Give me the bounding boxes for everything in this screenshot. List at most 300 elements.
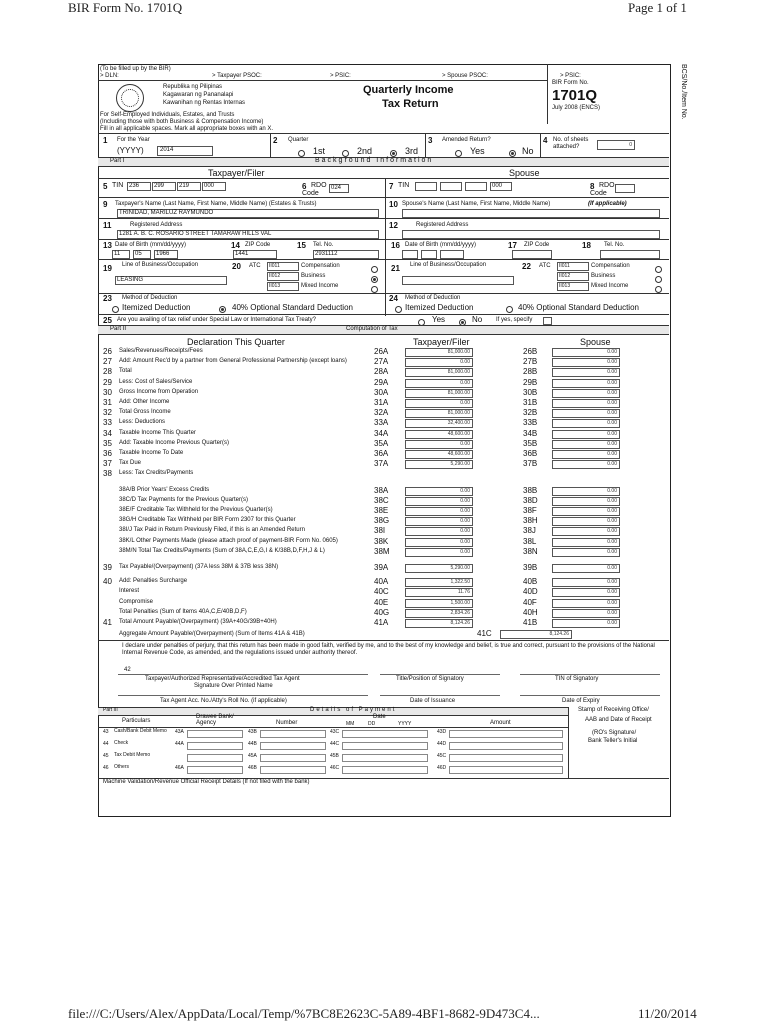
payment-row-number: 44 <box>103 741 109 747</box>
row-value-taxpayer[interactable] <box>405 389 473 398</box>
quarter-2nd-label: 2nd <box>357 146 373 156</box>
row-number: 27 <box>103 357 112 366</box>
spouse-tin-label: TIN <box>398 182 410 189</box>
row-value-taxpayer[interactable] <box>405 399 473 408</box>
print-footer-date: 11/20/2014 <box>638 1006 697 1021</box>
payment-field-code: 46A <box>175 765 184 771</box>
row-number: 33 <box>103 418 112 427</box>
row-label: 38A/B Prior Years' Excess Credits <box>119 487 210 493</box>
row-value-spouse-text: 0.00 <box>607 488 617 494</box>
row-value-spouse[interactable] <box>552 450 620 459</box>
row-label: Interest <box>119 588 140 594</box>
row-code-spouse: 40F <box>523 598 537 607</box>
row-code-spouse: 38L <box>523 537 537 546</box>
payment-field[interactable] <box>342 766 428 774</box>
row-value-spouse[interactable] <box>552 564 620 573</box>
row-value-taxpayer-text: 48,600.00 <box>447 431 470 437</box>
row-code-spouse: 36B <box>523 449 538 458</box>
payment-row-label: Tax Debit Memo <box>114 752 151 758</box>
row-value-spouse[interactable] <box>552 527 620 536</box>
agency-line-3: Kawanihan ng Rentas Internas <box>163 100 246 106</box>
row-value-spouse[interactable] <box>552 348 620 357</box>
row-value-spouse-text: 0.00 <box>607 498 617 504</box>
row-code-taxpayer: 31A <box>374 398 389 407</box>
quarter-2nd-radio[interactable] <box>342 150 349 157</box>
quarter-3rd-label: 3rd <box>405 146 419 156</box>
spouse-name-label: Spouse's Name (Last Name, First Name, Middle Name) <box>402 201 551 207</box>
print-header-page: Page 1 of 1 <box>628 0 687 15</box>
taxpayer-name-field[interactable]: TRINIDAD, MARILUZ RAYMUNDO <box>117 209 379 218</box>
row-code-taxpayer: 37A <box>374 459 389 468</box>
rdo-code-label: Code <box>302 190 319 197</box>
row-value-spouse[interactable] <box>552 409 620 418</box>
row-value-spouse-text: 0.00 <box>607 441 617 447</box>
row-code-taxpayer: 29A <box>374 378 389 387</box>
payment-field[interactable] <box>260 730 326 738</box>
bir-note: (To be filled up by the BIR) <box>100 66 171 72</box>
row-value-spouse-text: 0.00 <box>607 420 617 426</box>
spouse-optional-radio[interactable] <box>506 306 513 313</box>
spouse-tin-field-2[interactable] <box>440 182 462 191</box>
row-value-spouse-text: 0.00 <box>607 461 617 467</box>
row-code-taxpayer: 26A <box>374 347 389 356</box>
payment-field[interactable] <box>342 742 428 750</box>
row-value-spouse[interactable] <box>552 419 620 428</box>
spouse-line-of-business-label: Line of Business/Occupation <box>410 262 487 268</box>
row-code-taxpayer: 32A <box>374 408 389 417</box>
atc-business-radio[interactable] <box>371 276 378 283</box>
row-value-taxpayer[interactable] <box>405 430 473 439</box>
quarter-1st-label: 1st <box>313 146 326 156</box>
spouse-atc-business-label: Business <box>591 273 616 279</box>
payment-field[interactable] <box>187 754 243 762</box>
row-code-spouse: 38F <box>523 506 537 515</box>
spouse-name-field[interactable] <box>402 209 660 218</box>
row-number: 26 <box>103 347 112 356</box>
row-value-spouse[interactable] <box>552 599 620 608</box>
row-value-taxpayer-text: 0.00 <box>460 380 470 386</box>
row-label: 38K/L Other Payments Made (please attach proof of payment-BIR Form No. 0605) <box>119 538 338 544</box>
payment-row-number: 43 <box>103 729 109 735</box>
row-code-spouse: 38H <box>523 516 538 525</box>
part2-title: Computation of Tax <box>346 326 398 332</box>
row-value-spouse[interactable] <box>552 389 620 398</box>
atc-code-2: II012 <box>267 272 299 281</box>
row-value-spouse[interactable] <box>552 440 620 449</box>
row-value-spouse[interactable] <box>552 399 620 408</box>
payment-field[interactable] <box>187 742 243 750</box>
row-value-taxpayer[interactable] <box>405 368 473 377</box>
instruction-3: Fill in all applicable spaces. Mark all appropriate boxes with an X. <box>100 126 274 132</box>
tin-field-4[interactable]: 000 <box>202 182 226 191</box>
row-value-taxpayer[interactable] <box>405 609 473 618</box>
aggregate-label: Aggregate Amount Payable/(Overpayment) (Sum of Items 41A & 41B) <box>119 631 305 637</box>
spouse-atc-label: ATC <box>539 263 551 269</box>
row-value-taxpayer[interactable] <box>405 564 473 573</box>
row-code-spouse: 38D <box>523 496 538 505</box>
spouse-zip-field[interactable] <box>512 250 552 259</box>
row-code-taxpayer: 39A <box>374 563 389 572</box>
row-code-spouse: 30B <box>523 388 538 397</box>
perjury-declaration: I declare under penalties of perjury, that this return has been made in good faith, verified by me, and to the best of my knowledge and belief, is true and correct, pursuant to the provisions of the National Internal Revenue Code, as amended, and the regulations issued under authority thereof. <box>122 643 655 656</box>
payment-field[interactable] <box>449 742 563 750</box>
row-value-taxpayer[interactable] <box>405 588 473 597</box>
spouse-tin-field-4[interactable]: 000 <box>490 182 512 191</box>
row-value-spouse[interactable] <box>552 609 620 618</box>
atc-mixed-radio[interactable] <box>371 286 378 293</box>
dob-day-field[interactable]: 05 <box>133 250 151 259</box>
quarter-1st-radio[interactable] <box>298 150 305 157</box>
amended-no-label: No <box>522 146 534 156</box>
row-value-taxpayer[interactable] <box>405 497 473 506</box>
part3-label: Part III <box>103 707 118 713</box>
row-code-taxpayer: 28A <box>374 367 389 376</box>
signature-item-number: 42 <box>124 667 131 673</box>
print-header-title: BIR Form No. 1701Q <box>68 0 183 15</box>
spouse-atc-mixed-label: Mixed Income <box>591 283 629 289</box>
row-number: 32 <box>103 408 112 417</box>
row-value-taxpayer[interactable] <box>405 409 473 418</box>
form-date: July 2008 (ENCS) <box>552 105 601 111</box>
registered-address-field[interactable]: 1281 A. B. C. ROSARIO STREET TAMARAW HILLS VAL <box>117 230 379 239</box>
payment-field[interactable] <box>187 730 243 738</box>
spouse-rdo-code-label: Code <box>590 190 607 197</box>
tax-relief-no-label: No <box>472 315 483 324</box>
row-value-spouse[interactable] <box>552 578 620 587</box>
aggregate-code: 41C <box>477 629 492 638</box>
aggregate-value-field[interactable]: 8,124.26 <box>500 630 572 639</box>
atc-compensation-radio[interactable] <box>371 266 378 273</box>
amended-yes-radio[interactable] <box>455 150 462 157</box>
spouse-heading: Spouse <box>509 168 540 178</box>
payment-row-number: 46 <box>103 765 109 771</box>
signature-label: Taxpayer/Authorized Representative/Accredited Tax Agent <box>145 676 300 682</box>
row-value-spouse[interactable] <box>552 487 620 496</box>
row-code-spouse: 29B <box>523 378 538 387</box>
optional-deduction-label: 40% Optional Standard Deduction <box>232 303 353 312</box>
taxpayer-column-heading: Taxpayer/Filer <box>413 337 470 347</box>
row-code-spouse: 26B <box>523 347 538 356</box>
row-label: Total Penalties (Sum of Items 40A,C,E/40B,D,F) <box>119 609 247 615</box>
row-number: 29 <box>103 378 112 387</box>
amended-no-radio[interactable] <box>509 150 516 157</box>
row-label: Add: Other Income <box>119 399 170 405</box>
atc-code-3: II013 <box>267 282 299 291</box>
spouse-itemized-radio[interactable] <box>395 306 402 313</box>
form-title-line2: Tax Return <box>382 98 439 110</box>
spouse-tin-field-3[interactable] <box>465 182 487 191</box>
line-of-business-field[interactable]: LEASING <box>115 276 227 285</box>
atc-label: ATC <box>249 263 261 269</box>
row-value-taxpayer-text: 0.00 <box>460 441 470 447</box>
spouse-itemized-label: Itemized Deduction <box>405 303 474 312</box>
optional-deduction-radio[interactable] <box>219 306 226 313</box>
row-number: 41 <box>103 618 112 627</box>
row-label: Add: Penalties Surcharge <box>119 578 188 584</box>
row-value-spouse-text: 0.00 <box>607 620 617 626</box>
row-value-taxpayer[interactable] <box>405 538 473 547</box>
dln-label: > DLN: <box>100 73 119 79</box>
quarter-3rd-radio[interactable] <box>390 150 397 157</box>
row-value-spouse-text: 0.00 <box>607 451 617 457</box>
date-expiry-label: Date of Expiry <box>562 698 600 704</box>
row-value-taxpayer-text: 81,000.00 <box>447 349 470 355</box>
row-value-taxpayer-text: 32,400.00 <box>447 420 470 426</box>
row-value-spouse[interactable] <box>552 538 620 547</box>
row-number: 38 <box>103 469 112 478</box>
payment-field-code: 45A <box>248 753 257 759</box>
row-value-taxpayer[interactable] <box>405 358 473 367</box>
payment-field-code: 44C <box>330 741 340 747</box>
row-value-taxpayer[interactable] <box>405 487 473 496</box>
row-value-spouse[interactable] <box>552 368 620 377</box>
row-value-spouse-text: 0.00 <box>607 589 617 595</box>
row-value-spouse[interactable] <box>552 507 620 516</box>
psic-label: > PSIC: <box>330 73 351 79</box>
tax-relief-specify-box[interactable] <box>543 317 552 325</box>
year-sub-label: (YYYY) <box>117 146 144 155</box>
row-code-spouse: 32B <box>523 408 538 417</box>
quarter-label: Quarter <box>288 137 309 143</box>
tin-field-2[interactable]: 299 <box>152 182 176 191</box>
spouse-atc-business-radio[interactable] <box>655 276 662 283</box>
spouse-address-label: Registered Address <box>416 222 469 228</box>
atc-code-1: II011 <box>267 262 299 271</box>
row-value-taxpayer[interactable] <box>405 619 473 628</box>
payment-field-code: 46D <box>437 765 447 771</box>
row-label: Add: Amount Rec'd by a partner from General Professional Partnership (except loans) <box>119 358 347 364</box>
payment-field-code: 43D <box>437 729 447 735</box>
row-value-taxpayer[interactable] <box>405 419 473 428</box>
row-value-taxpayer[interactable] <box>405 460 473 469</box>
method-deduction-label: Method of Deduction <box>122 295 178 301</box>
tin-field-3[interactable]: 219 <box>177 182 201 191</box>
atc-business-label: Business <box>301 273 326 279</box>
row-code-taxpayer: 38A <box>374 486 389 495</box>
payment-field[interactable] <box>449 754 563 762</box>
row-value-taxpayer[interactable] <box>405 599 473 608</box>
row-value-taxpayer-text: 11.76 <box>457 589 470 595</box>
row-value-spouse-text: 0.00 <box>607 431 617 437</box>
payment-field[interactable] <box>342 730 428 738</box>
spouse-tin-field-1[interactable] <box>415 182 437 191</box>
row-value-spouse-text: 0.00 <box>607 369 617 375</box>
row-value-taxpayer[interactable] <box>405 440 473 449</box>
tel-field[interactable]: 2931112 <box>313 250 379 259</box>
spouse-atc-code-3: II013 <box>557 282 589 291</box>
sheets-field[interactable]: 0 <box>597 140 635 150</box>
line-of-business-label: Line of Business/Occupation <box>122 262 199 268</box>
row-value-taxpayer-text: 0.00 <box>460 359 470 365</box>
payment-field[interactable] <box>342 754 428 762</box>
row-value-spouse[interactable] <box>552 517 620 526</box>
row-value-spouse-text: 0.00 <box>607 410 617 416</box>
row-value-taxpayer-text: 5,290.00 <box>450 461 470 467</box>
row-value-spouse-text: 0.00 <box>607 610 617 616</box>
row-code-taxpayer: 38K <box>374 537 389 546</box>
row-value-taxpayer[interactable] <box>405 507 473 516</box>
row-code-taxpayer: 38E <box>374 506 389 515</box>
row-number: 31 <box>103 398 112 407</box>
row-value-spouse[interactable] <box>552 460 620 469</box>
dob-year-field[interactable]: 1966 <box>154 250 178 259</box>
row-value-spouse[interactable] <box>552 430 620 439</box>
col-particulars: Particulars <box>122 718 151 724</box>
row-code-spouse: 31B <box>523 398 538 407</box>
tax-agent-label: Tax Agent Acc. No./Atty's Roll No. (if applicable) <box>160 698 287 704</box>
payment-row-label: Others <box>114 764 130 770</box>
date-issuance-label: Date of Issuance <box>410 698 456 704</box>
payment-field-code: 44D <box>437 741 447 747</box>
row-value-spouse[interactable] <box>552 497 620 506</box>
title-position-label: Title/Position of Signatory <box>396 676 464 682</box>
row-value-spouse[interactable] <box>552 588 620 597</box>
row-code-taxpayer: 38M <box>374 547 390 556</box>
row-value-spouse-text: 0.00 <box>607 539 617 545</box>
row-value-taxpayer-text: 0.00 <box>460 549 470 555</box>
row-value-taxpayer-text: 2,834.26 <box>450 610 470 616</box>
payment-field-code: 44B <box>248 741 257 747</box>
row-value-taxpayer-text: 5,290.00 <box>450 565 470 571</box>
row-code-spouse: 40H <box>523 608 538 617</box>
col-date: Date <box>373 714 386 720</box>
spouse-atc-code-2: II012 <box>557 272 589 281</box>
rdo-field[interactable]: 024 <box>329 184 349 193</box>
spouse-dob-label: Date of Birth (mm/dd/yyyy) <box>405 242 477 248</box>
instruction-1: For Self-Employed Individuals, Estates, and Trusts <box>100 112 235 118</box>
psic-label-2: > PSIC: <box>560 73 581 79</box>
spouse-rdo-label: RDO <box>599 182 615 189</box>
sheets-label: No. of sheets attached? <box>553 137 589 150</box>
side-barcode-text: BCS/No./Item No. <box>680 64 687 120</box>
stamp-line-4: Bank Teller's Initial <box>588 738 638 744</box>
row-value-taxpayer-text: 81,000.00 <box>447 390 470 396</box>
row-value-spouse[interactable] <box>552 619 620 628</box>
rdo-label: RDO <box>311 182 327 189</box>
row-code-spouse: 34B <box>523 429 538 438</box>
spouse-zip-label: ZIP Code <box>524 242 550 248</box>
spouse-atc-mixed-radio[interactable] <box>655 286 662 293</box>
row-code-taxpayer: 33A <box>374 418 389 427</box>
row-label: Tax Payable/(Overpayment) (37A less 38M & 37B less 38N) <box>119 564 279 570</box>
row-code-spouse: 40D <box>523 587 538 596</box>
row-value-spouse-text: 0.00 <box>607 600 617 606</box>
row-value-spouse[interactable] <box>552 379 620 388</box>
row-value-taxpayer[interactable] <box>405 450 473 459</box>
row-value-taxpayer[interactable] <box>405 578 473 587</box>
row-code-spouse: 38N <box>523 547 538 556</box>
payment-field-code: 43A <box>175 729 184 735</box>
row-value-taxpayer-text: 81,000.00 <box>447 410 470 416</box>
row-label: Gross Income from Operation <box>119 389 199 395</box>
spouse-optional-label: 40% Optional Standard Deduction <box>518 303 639 312</box>
spouse-tel-field[interactable] <box>600 250 660 259</box>
row-value-spouse[interactable] <box>552 548 620 557</box>
part2-label: Part II <box>110 326 127 332</box>
row-code-taxpayer: 34A <box>374 429 389 438</box>
taxpayer-name-label: Taxpayer's Name (Last Name, First Name, Middle Name) (Estates & Trusts) <box>115 201 317 207</box>
row-value-taxpayer[interactable] <box>405 548 473 557</box>
row-code-spouse: 33B <box>523 418 538 427</box>
row-value-taxpayer-text: 0.00 <box>460 508 470 514</box>
row-label: Less: Cost of Sales/Service <box>119 379 193 385</box>
spouse-atc-code-1: II011 <box>557 262 589 271</box>
spouse-atc-compensation-radio[interactable] <box>655 266 662 273</box>
payment-field-code: 46B <box>248 765 257 771</box>
row-code-spouse: 38J <box>523 526 536 535</box>
row-code-taxpayer: 41A <box>374 618 389 627</box>
row-value-taxpayer[interactable] <box>405 517 473 526</box>
payment-field[interactable] <box>260 754 326 762</box>
payment-field[interactable] <box>260 766 326 774</box>
spouse-address-field[interactable] <box>402 230 660 239</box>
payment-field[interactable] <box>260 742 326 750</box>
spouse-dob-year[interactable] <box>440 250 464 259</box>
payment-field-code: 46C <box>330 765 340 771</box>
spouse-rdo-field[interactable] <box>615 184 635 193</box>
year-field[interactable]: 2014 <box>157 146 213 156</box>
dob-month-field[interactable]: 11 <box>112 250 130 259</box>
row-value-taxpayer-text: 0.00 <box>460 528 470 534</box>
payment-field[interactable] <box>449 766 563 774</box>
tin-field-1[interactable]: 236 <box>127 182 151 191</box>
payment-field-code: 45C <box>437 753 447 759</box>
instruction-2: (Including those with both Business & Compensation Income) <box>100 119 264 125</box>
row-label: Sales/Revenues/Receipts/Fees <box>119 348 203 354</box>
spouse-line-of-business-field[interactable] <box>402 276 514 285</box>
row-code-spouse: 27B <box>523 357 538 366</box>
row-code-spouse: 37B <box>523 459 538 468</box>
row-value-taxpayer[interactable] <box>405 379 473 388</box>
payment-row-number: 45 <box>103 753 109 759</box>
row-label: Add: Taxable Income Previous Quarter(s) <box>119 440 229 446</box>
row-value-taxpayer-text: 0.00 <box>460 539 470 545</box>
row-label: Compromise <box>119 599 154 605</box>
stamp-line-2: AAB and Date of Receipt <box>585 717 652 723</box>
row-value-taxpayer-text: 0.00 <box>460 488 470 494</box>
amended-yes-label: Yes <box>470 146 485 156</box>
row-value-spouse[interactable] <box>552 358 620 367</box>
zip-field[interactable]: 1441 <box>233 250 277 259</box>
spouse-dob-month[interactable] <box>402 250 418 259</box>
col-yyyy: YYYY <box>398 721 412 727</box>
row-label: 38M/N Total Tax Credits/Payments (Sum of 38A,C,E,G,I & K/38B,D,F,H,J & L) <box>119 548 325 554</box>
form-title-line1: Quarterly Income <box>363 84 454 96</box>
spouse-atc-compensation-label: Compensation <box>591 263 630 269</box>
machine-validation-label: Machine Validation/Revenue Official Receipt Details (If not filed with the bank) <box>103 779 310 785</box>
row-value-spouse-text: 0.00 <box>607 579 617 585</box>
row-value-taxpayer[interactable] <box>405 527 473 536</box>
taxpayer-filer-heading: Taxpayer/Filer <box>208 168 265 178</box>
payment-field[interactable] <box>187 766 243 774</box>
itemized-deduction-radio[interactable] <box>112 306 119 313</box>
row-value-spouse-text: 0.00 <box>607 565 617 571</box>
row-value-taxpayer-text: 1,322.50 <box>450 579 470 585</box>
col-amount: Amount <box>490 720 511 726</box>
row-number: 34 <box>103 429 112 438</box>
row-label: Total Amount Payable/(Overpayment) (39A+40G/39B+40H) <box>119 619 277 625</box>
col-dd: DD <box>368 721 376 727</box>
payment-field[interactable] <box>449 730 563 738</box>
row-code-taxpayer: 38C <box>374 496 389 505</box>
spouse-psoc-label: > Spouse PSOC: <box>442 73 488 79</box>
row-number: 37 <box>103 459 112 468</box>
spouse-column-heading: Spouse <box>580 337 611 347</box>
spouse-dob-day[interactable] <box>421 250 437 259</box>
spouse-name-applicable: (If applicable) <box>588 201 627 207</box>
agency-line-2: Kagawaran ng Pananalapi <box>163 92 234 98</box>
row-value-taxpayer[interactable] <box>405 348 473 357</box>
